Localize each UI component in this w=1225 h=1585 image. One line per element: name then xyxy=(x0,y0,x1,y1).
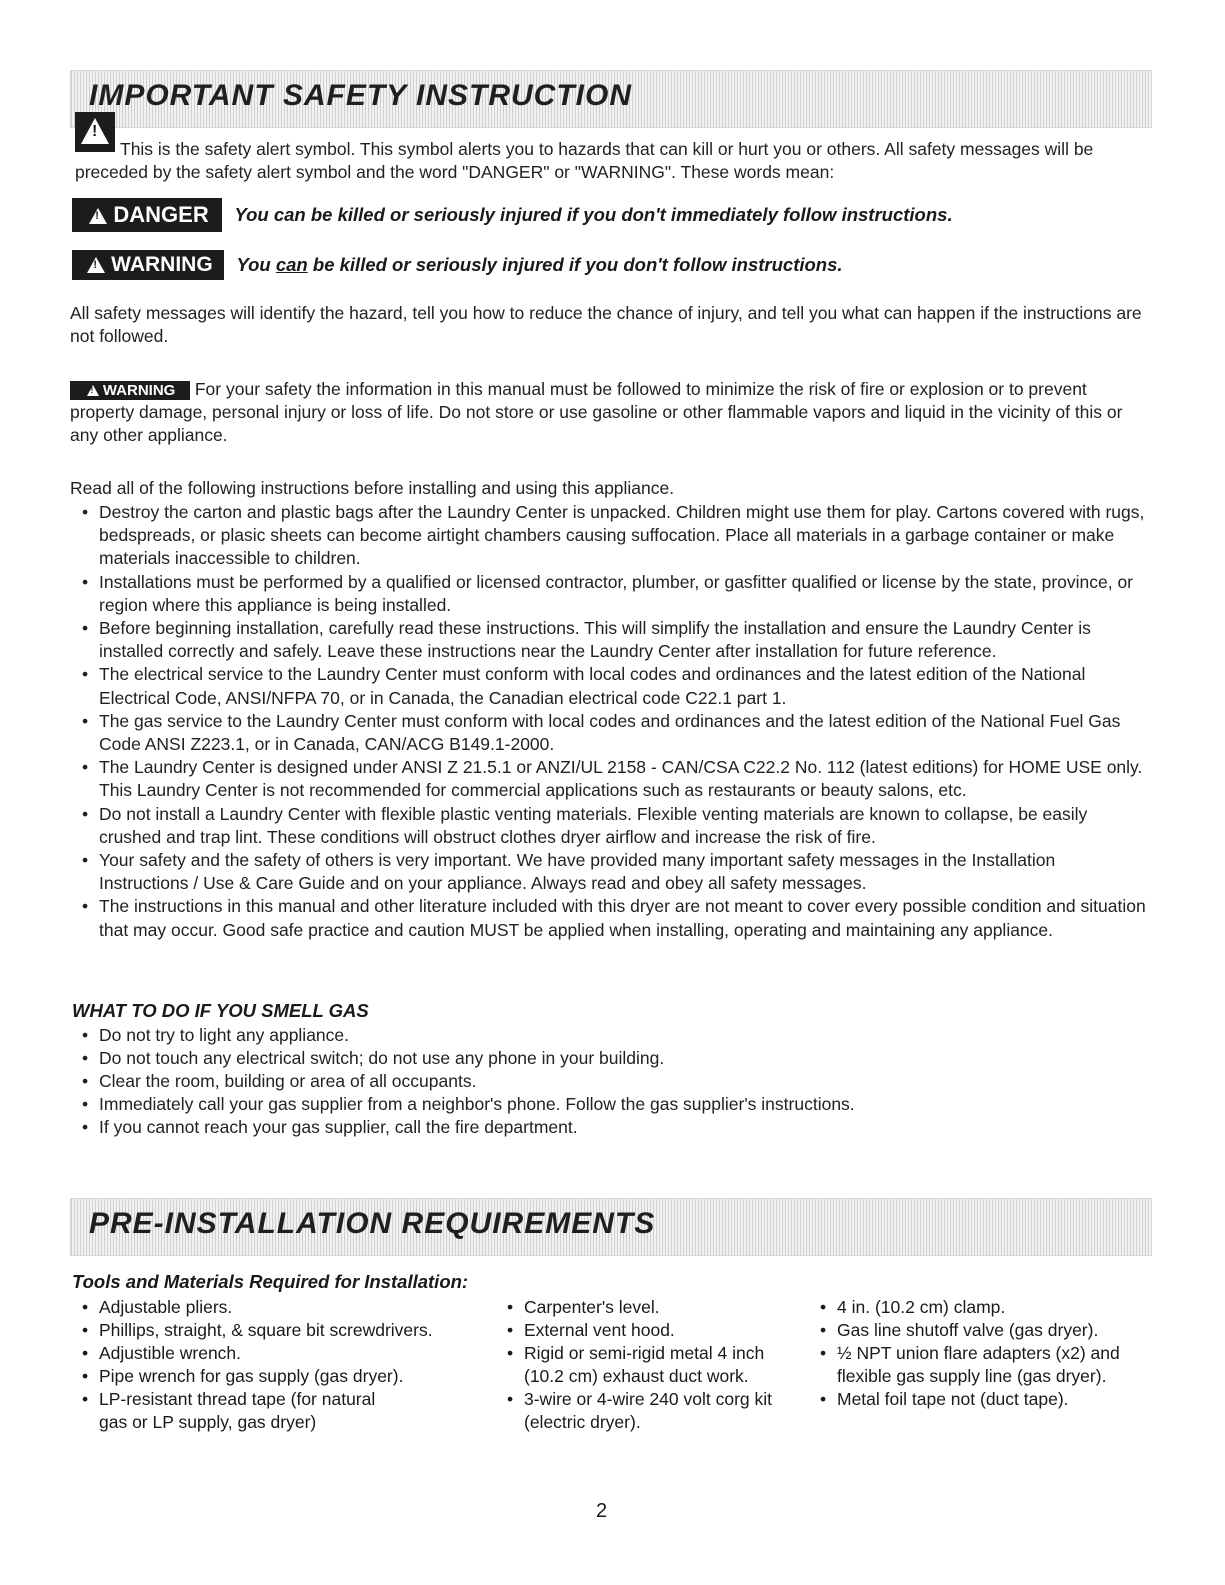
danger-text: You can be killed or seriously injured if you don't immediately follow instructions. xyxy=(234,204,953,225)
warning-alert-icon: ! xyxy=(87,257,105,273)
list-item: • Metal foil tape not (duct tape). xyxy=(810,1388,1155,1411)
gas-list xyxy=(72,1024,1147,1139)
read-intro: Read all of the following instructions before installing and using this appliance. xyxy=(70,478,675,498)
list-item: • ½ NPT union flare adapters (x2) and flexible gas supply line (gas dryer). xyxy=(810,1342,1155,1388)
messages-paragraph: All safety messages will identify the hazard, tell you how to reduce the chance of injury, and tell you what can happen if the instructions are not followed. xyxy=(70,303,1142,346)
danger-alert-icon: ! xyxy=(89,208,107,224)
warning-inline-label: WARNING xyxy=(102,381,176,399)
warning-paragraph xyxy=(70,378,1150,447)
list-item: • Carpenter's level. xyxy=(497,1296,807,1319)
warning-text-can: can xyxy=(275,254,308,275)
list-item: • Clear the room, building or area of all occupants. xyxy=(72,1070,1147,1093)
list-item: • Before beginning installation, carefully read these instructions. This will simplify the installation and ensure the Laundry Center is installed correctly and safely. Leave these instructions near the Laundry Center after installation for future reference. xyxy=(72,617,1147,663)
safety-bullet-list xyxy=(72,501,1147,942)
tools-column-1 xyxy=(72,1296,482,1434)
safety-section-title: IMPORTANT SAFETY INSTRUCTION xyxy=(89,79,633,112)
list-item: • Do not install a Laundry Center with flexible plastic venting materials. Flexible venting materials are known to collapse, be easily crushed and trap lint. These conditions will obstruct clothes dryer airflow and increase the risk of fire. xyxy=(72,803,1147,849)
list-item: • The instructions in this manual and other literature included with this dryer are not meant to cover every possible condition and situation that may occur. Good safe practice and caution MUST be applied when installing, operating and maintaining any appliance. xyxy=(72,895,1147,941)
list-item: • Do not touch any electrical switch; do not use any phone in your building. xyxy=(72,1047,1147,1070)
list-item: • Immediately call your gas supplier from a neighbor's phone. Follow the gas supplier's instructions. xyxy=(72,1093,1147,1116)
list-item: • Gas line shutoff valve (gas dryer). xyxy=(810,1319,1155,1342)
danger-label: DANGER xyxy=(113,202,209,227)
list-item: • Adjustable pliers. xyxy=(72,1296,482,1319)
list-item: • The gas service to the Laundry Center must conform with local codes and ordinances and the latest edition of the National Fuel Gas Code ANSI Z223.1, or in Canada, CAN/ACG B149.1-2000. xyxy=(72,710,1147,756)
list-item: • Pipe wrench for gas supply (gas dryer). xyxy=(72,1365,482,1388)
safety-section-banner xyxy=(70,70,1152,128)
list-item: • 3-wire or 4-wire 240 volt corg kit (electric dryer). xyxy=(497,1388,807,1434)
list-item: • The electrical service to the Laundry Center must conform with local codes and ordinances and the latest edition of the National Electrical Code, ANSI/NFPA 70, or in Canada, the Canadian electrical code C22.1 part 1. xyxy=(72,663,1147,709)
list-item: • If you cannot reach your gas supplier, call the fire department. xyxy=(72,1116,1147,1139)
safety-alert-icon: ! xyxy=(75,112,115,152)
list-item: • Destroy the carton and plastic bags after the Laundry Center is unpacked. Children might use them for play. Cartons covered with rugs, bedspreads, or plasic sheets can become airtight chambers causing suffocation. Place all materials in a garbage container or make materials inaccessible to children. xyxy=(72,501,1147,571)
tools-column-3 xyxy=(810,1296,1155,1411)
gas-heading: WHAT TO DO IF YOU SMELL GAS xyxy=(72,1000,369,1021)
list-item: • The Laundry Center is designed under ANSI Z 21.5.1 or ANZI/UL 2158 - CAN/CSA C22.2 No. 112 (latest editions) for HOME USE only. This Laundry Center is not recommended for commercial applications such as restaurants or beauty salons, etc. xyxy=(72,756,1147,802)
warning-signal-badge xyxy=(72,250,224,280)
list-item: • 4 in. (10.2 cm) clamp. xyxy=(810,1296,1155,1319)
warning-inline-badge xyxy=(70,381,190,400)
list-item: • Phillips, straight, & square bit screwdrivers. xyxy=(72,1319,482,1342)
warning-paragraph-text: For your safety the information in this manual must be followed to minimize the risk of fire or explosion or to prevent property damage, personal injury or loss of life. Do not store or use gasoline or other flammable vapors and liquid in the vicinity of this or any other appliance. xyxy=(70,379,1123,445)
list-item: • Adjustible wrench. xyxy=(72,1342,482,1365)
preinstall-section-banner xyxy=(70,1198,1152,1256)
danger-row xyxy=(72,198,953,232)
tools-heading: Tools and Materials Required for Installation: xyxy=(72,1271,469,1292)
page-number: 2 xyxy=(596,1500,608,1522)
list-item: • Rigid or semi-rigid metal 4 inch (10.2 cm) exhaust duct work. xyxy=(497,1342,794,1388)
warning-label: WARNING xyxy=(111,253,213,276)
warning-row xyxy=(72,250,843,280)
list-item: • Do not try to light any appliance. xyxy=(72,1024,1147,1047)
preinstall-section-title: PRE-INSTALLATION REQUIREMENTS xyxy=(89,1207,656,1240)
warning-text xyxy=(236,254,842,275)
list-item: • Your safety and the safety of others is very important. We have provided many important safety messages in the Installation Instructions / Use & Care Guide and on your appliance. Always read and obey all safety messages. xyxy=(72,849,1147,895)
intro-text: This is the safety alert symbol. This symbol alerts you to hazards that can kill or hurt you or others. All safety messages will be preceded by the safety alert symbol and the word "DANGER" or "WARNING". These words mean: xyxy=(75,139,1094,182)
list-item: • LP-resistant thread tape (for natural gas or LP supply, gas dryer) xyxy=(72,1388,399,1434)
list-item: • Installations must be performed by a qualified or licensed contractor, plumber, or gasfitter qualified or license by the state, province, or region where this appliance is being installed. xyxy=(72,571,1147,617)
intro-paragraph xyxy=(75,138,1150,184)
list-item: • External vent hood. xyxy=(497,1319,807,1342)
danger-signal-badge xyxy=(72,198,222,232)
warning-text-post: be killed or seriously injured if you don't follow instructions. xyxy=(307,254,843,275)
warning-text-pre: You xyxy=(236,254,276,275)
tools-column-2 xyxy=(497,1296,807,1434)
warning-inline-icon: ! xyxy=(87,385,99,396)
